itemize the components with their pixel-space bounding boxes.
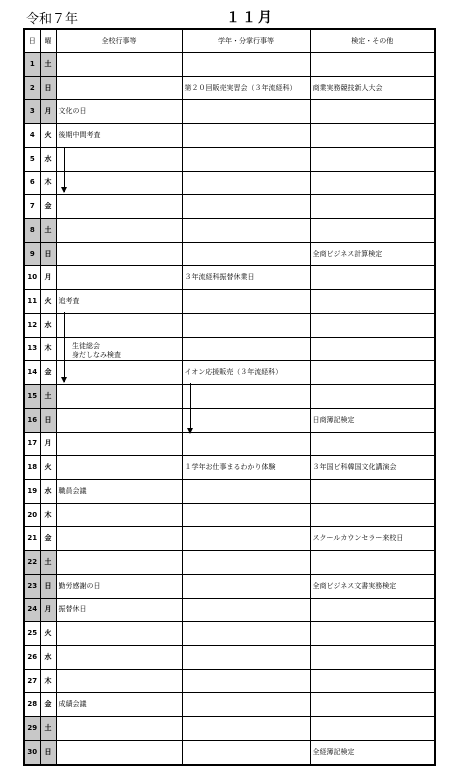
day-cell: 8 [24, 219, 40, 243]
grade-event-cell: ３年流経科振替休業日 [182, 266, 310, 290]
weekday-cell: 月 [40, 100, 56, 124]
weekday-cell: 木 [40, 171, 56, 195]
day-cell: 22 [24, 551, 40, 575]
table-row [24, 385, 435, 409]
day-cell: 4 [24, 124, 40, 148]
school-event-cell [56, 432, 182, 456]
weekday-cell: 月 [40, 266, 56, 290]
day-cell: 2 [24, 76, 40, 100]
school-event-cell [56, 53, 182, 77]
grade-event-cell [182, 100, 310, 124]
grade-event-cell [182, 53, 310, 77]
other-event-cell [310, 53, 435, 77]
arrow-aeon-sale [190, 383, 191, 433]
schedule-table [23, 28, 436, 766]
grade-event-cell: １学年お仕事まるわかり体験 [182, 456, 310, 480]
day-cell: 13 [24, 337, 40, 361]
day-cell: 26 [24, 645, 40, 669]
day-cell: 28 [24, 693, 40, 717]
grade-event-cell [182, 171, 310, 195]
school-event-cell [56, 266, 182, 290]
weekday-cell: 土 [40, 53, 56, 77]
weekday-cell: 火 [40, 622, 56, 646]
day-cell: 19 [24, 479, 40, 503]
weekday-cell: 火 [40, 456, 56, 480]
day-cell: 21 [24, 527, 40, 551]
other-event-cell [310, 645, 435, 669]
day-cell: 15 [24, 385, 40, 409]
grade-event-cell [182, 290, 310, 314]
other-event-cell: スクールカウンセラー来校日 [310, 527, 435, 551]
day-cell: 27 [24, 669, 40, 693]
day-cell: 14 [24, 361, 40, 385]
school-event-cell [56, 645, 182, 669]
month-title: １１月 [226, 10, 274, 26]
weekday-cell: 火 [40, 124, 56, 148]
grade-event-cell [182, 313, 310, 337]
day-cell: 29 [24, 717, 40, 741]
day-cell: 23 [24, 574, 40, 598]
weekday-cell: 水 [40, 645, 56, 669]
other-event-cell: 商業実務競技新人大会 [310, 76, 435, 100]
school-event-cell [56, 456, 182, 480]
grade-event-cell [182, 337, 310, 361]
other-event-cell [310, 598, 435, 622]
school-event-cell: 成績会議 [56, 693, 182, 717]
weekday-cell: 土 [40, 551, 56, 575]
col-school: 全校行事等 [56, 29, 182, 53]
other-event-cell [310, 124, 435, 148]
other-event-cell: 全商ビジネス文書実務検定 [310, 574, 435, 598]
note-assembly-line2: 身だしなみ検査 [72, 351, 121, 359]
table-row [24, 551, 435, 575]
day-cell: 5 [24, 147, 40, 171]
school-event-cell [56, 361, 182, 385]
grade-event-cell [182, 527, 310, 551]
grade-event-cell [182, 195, 310, 219]
table-row [24, 124, 435, 148]
other-event-cell [310, 337, 435, 361]
table-row [24, 574, 435, 598]
table-row [24, 195, 435, 219]
weekday-cell: 土 [40, 385, 56, 409]
other-event-cell: 全経簿記検定 [310, 740, 435, 765]
weekday-cell: 水 [40, 479, 56, 503]
table-row [24, 527, 435, 551]
note-assembly-line1: 生徒総会 [72, 342, 100, 350]
weekday-cell: 水 [40, 147, 56, 171]
school-event-cell: 文化の日 [56, 100, 182, 124]
school-event-cell: 勤労感謝の日 [56, 574, 182, 598]
day-cell: 7 [24, 195, 40, 219]
day-cell: 17 [24, 432, 40, 456]
table-row [24, 242, 435, 266]
weekday-cell: 月 [40, 432, 56, 456]
school-event-cell: 後期中間考査 [56, 124, 182, 148]
other-event-cell [310, 195, 435, 219]
grade-event-cell [182, 622, 310, 646]
weekday-cell: 木 [40, 337, 56, 361]
weekday-cell: 木 [40, 503, 56, 527]
other-event-cell [310, 717, 435, 741]
other-event-cell [310, 290, 435, 314]
school-event-cell [56, 551, 182, 575]
col-weekday: 曜 [40, 29, 56, 53]
other-event-cell [310, 693, 435, 717]
weekday-cell: 水 [40, 313, 56, 337]
table-row [24, 669, 435, 693]
grade-event-cell [182, 693, 310, 717]
other-event-cell: 全商ビジネス計算検定 [310, 242, 435, 266]
grade-event-cell [182, 551, 310, 575]
grade-event-cell [182, 645, 310, 669]
other-event-cell: ３年国ビ科韓国文化講演会 [310, 456, 435, 480]
table-row [24, 740, 435, 765]
day-cell: 3 [24, 100, 40, 124]
table-row [24, 147, 435, 171]
other-event-cell [310, 313, 435, 337]
day-cell: 25 [24, 622, 40, 646]
other-event-cell [310, 479, 435, 503]
day-cell: 11 [24, 290, 40, 314]
weekday-cell: 金 [40, 527, 56, 551]
col-grade: 学年・分掌行事等 [182, 29, 310, 53]
table-row [24, 645, 435, 669]
school-event-cell [56, 740, 182, 765]
table-row [24, 408, 435, 432]
note-assembly [72, 342, 121, 360]
school-event-cell [56, 313, 182, 337]
table-row [24, 622, 435, 646]
school-event-cell: 職員会議 [56, 479, 182, 503]
table-row [24, 290, 435, 314]
other-event-cell [310, 622, 435, 646]
weekday-cell: 火 [40, 290, 56, 314]
school-event-cell [56, 669, 182, 693]
weekday-cell: 日 [40, 740, 56, 765]
school-event-cell [56, 408, 182, 432]
school-event-cell [56, 219, 182, 243]
day-cell: 12 [24, 313, 40, 337]
day-cell: 10 [24, 266, 40, 290]
table-row [24, 717, 435, 741]
day-cell: 6 [24, 171, 40, 195]
school-event-cell [56, 385, 182, 409]
grade-event-cell [182, 574, 310, 598]
school-event-cell [56, 242, 182, 266]
table-row [24, 432, 435, 456]
other-event-cell [310, 503, 435, 527]
weekday-cell: 日 [40, 574, 56, 598]
table-row [24, 693, 435, 717]
day-cell: 18 [24, 456, 40, 480]
other-event-cell [310, 551, 435, 575]
arrow-exam-period [64, 148, 65, 192]
arrow-makeup-exam [64, 312, 65, 382]
grade-event-cell [182, 717, 310, 741]
grade-event-cell [182, 740, 310, 765]
table-row [24, 100, 435, 124]
weekday-cell: 日 [40, 242, 56, 266]
grade-event-cell [182, 147, 310, 171]
grade-event-cell [182, 598, 310, 622]
grade-event-cell [182, 385, 310, 409]
table-row [24, 219, 435, 243]
other-event-cell [310, 171, 435, 195]
other-event-cell [310, 385, 435, 409]
day-cell: 20 [24, 503, 40, 527]
school-event-cell [56, 171, 182, 195]
table-row [24, 266, 435, 290]
school-event-cell [56, 503, 182, 527]
weekday-cell: 日 [40, 408, 56, 432]
grade-event-cell [182, 479, 310, 503]
school-event-cell [56, 717, 182, 741]
col-other: 検定・その他 [310, 29, 435, 53]
table-row [24, 361, 435, 385]
grade-event-cell [182, 408, 310, 432]
grade-event-cell: 第２０回販売実習会（３年流経科） [182, 76, 310, 100]
school-event-cell [56, 527, 182, 551]
day-cell: 24 [24, 598, 40, 622]
grade-event-cell [182, 432, 310, 456]
table-row [24, 313, 435, 337]
other-event-cell [310, 361, 435, 385]
col-day: 日 [24, 29, 40, 53]
school-event-cell [56, 195, 182, 219]
other-event-cell [310, 100, 435, 124]
day-cell: 16 [24, 408, 40, 432]
grade-event-cell [182, 669, 310, 693]
other-event-cell [310, 147, 435, 171]
weekday-cell: 土 [40, 219, 56, 243]
table-row [24, 76, 435, 100]
other-event-cell [310, 219, 435, 243]
grade-event-cell [182, 219, 310, 243]
weekday-cell: 木 [40, 669, 56, 693]
day-cell: 30 [24, 740, 40, 765]
era-year: 令和７年 [26, 12, 79, 27]
day-cell: 1 [24, 53, 40, 77]
school-event-cell: 振替休日 [56, 598, 182, 622]
table-row [24, 53, 435, 77]
table-row [24, 479, 435, 503]
weekday-cell: 月 [40, 598, 56, 622]
other-event-cell [310, 266, 435, 290]
weekday-cell: 金 [40, 693, 56, 717]
school-event-cell [56, 622, 182, 646]
grade-event-cell: イオン応援販売（３年流経科） [182, 361, 310, 385]
weekday-cell: 土 [40, 717, 56, 741]
other-event-cell: 日商簿記検定 [310, 408, 435, 432]
day-cell: 9 [24, 242, 40, 266]
grade-event-cell [182, 124, 310, 148]
grade-event-cell [182, 242, 310, 266]
table-row [24, 456, 435, 480]
school-event-cell [56, 147, 182, 171]
other-event-cell [310, 432, 435, 456]
other-event-cell [310, 669, 435, 693]
header-row [24, 29, 435, 53]
table-row [24, 503, 435, 527]
weekday-cell: 日 [40, 76, 56, 100]
table-row [24, 598, 435, 622]
school-event-cell [56, 76, 182, 100]
table-row [24, 171, 435, 195]
weekday-cell: 金 [40, 361, 56, 385]
weekday-cell: 金 [40, 195, 56, 219]
school-event-cell: 追考査 [56, 290, 182, 314]
grade-event-cell [182, 503, 310, 527]
